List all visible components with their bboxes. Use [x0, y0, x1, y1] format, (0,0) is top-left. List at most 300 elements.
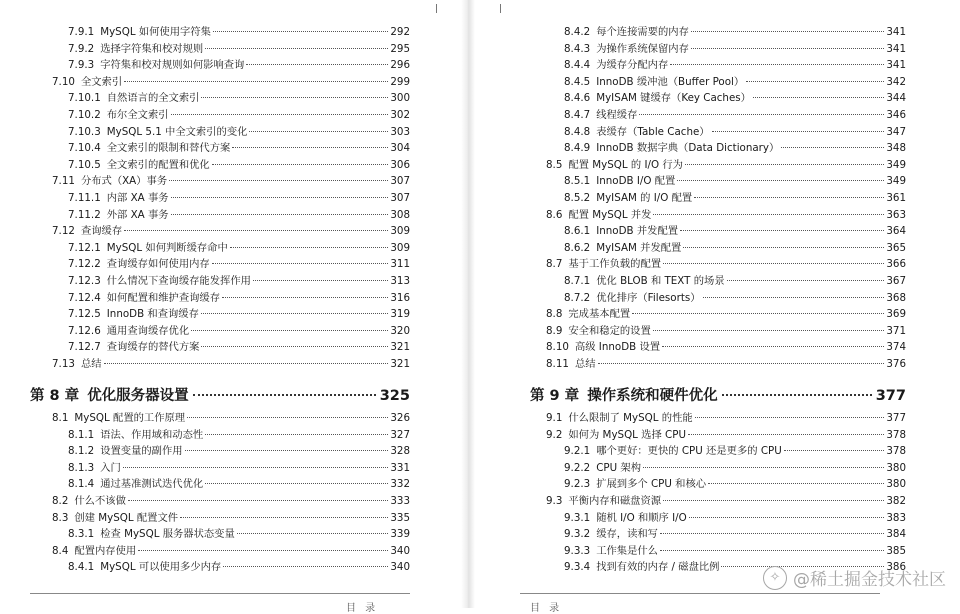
toc-leader-dots — [138, 550, 388, 551]
toc-entry-page: 341 — [886, 42, 906, 55]
toc-entry-title: 检查 MySQL 服务器状态变量 — [100, 528, 235, 541]
toc-entry — [68, 91, 410, 106]
toc-leader-dots — [722, 394, 872, 396]
toc-entry-number: 7.12.7 — [68, 341, 101, 354]
footer-rule — [520, 593, 880, 594]
toc-entry-page: 309 — [390, 241, 410, 254]
toc-entry-title: 总结 — [574, 358, 596, 370]
toc-entry-number: 8.7 — [546, 258, 563, 271]
book-spine — [461, 0, 475, 608]
toc-entry-title: 自然语言的全文索引 — [106, 92, 200, 105]
toc-leader-dots — [246, 64, 388, 65]
toc-entry-number: 8.4.8 — [564, 125, 591, 138]
toc-entry-page: 320 — [390, 324, 410, 337]
toc-leader-dots — [688, 434, 884, 435]
toc-entry-title: 扩展到多个 CPU 和核心 — [596, 478, 707, 491]
toc-entry-number: 7.10.5 — [68, 158, 101, 171]
toc-leader-dots — [223, 566, 388, 567]
toc-entry-title: MySQL 5.1 中全文索引的变化 — [106, 125, 248, 138]
toc-entry-page: 346 — [886, 109, 906, 121]
toc-entry-title: 为操作系统保留内存 — [596, 42, 689, 55]
toc-leader-dots — [212, 263, 388, 264]
toc-entry-title: 内部 XA 事务 — [106, 192, 169, 204]
toc-leader-dots — [695, 417, 884, 418]
toc-entry-title: 全文索引的配置和优化 — [106, 158, 210, 171]
toc-entry-page: 365 — [886, 241, 906, 254]
toc-entry-page: 382 — [886, 495, 906, 507]
chapter-page: 377 — [875, 388, 906, 404]
toc-entry-page: 380 — [886, 461, 906, 474]
toc-entry-number: 8.7.1 — [564, 275, 591, 287]
toc-entry-title: 字符集和校对规则如何影响查询 — [100, 59, 245, 72]
toc-leader-dots — [660, 533, 884, 534]
toc-entry-number: 7.10 — [52, 75, 75, 88]
toc-entry — [564, 274, 906, 289]
footer-label: 目 录 — [346, 603, 379, 614]
toc-entry-page: 377 — [886, 412, 906, 424]
toc-entry — [546, 324, 906, 339]
toc-entry-number: 7.12.1 — [68, 241, 101, 254]
toc-entry-page: 384 — [886, 528, 906, 541]
toc-entry — [546, 494, 906, 509]
toc-entry-number: 7.12.5 — [68, 308, 101, 321]
toc-entry-number: 9.3 — [546, 495, 563, 507]
toc-entry-number: 8.5 — [546, 158, 563, 171]
toc-leader-dots — [632, 313, 884, 314]
toc-leader-dots — [653, 214, 884, 215]
toc-entry — [68, 477, 410, 492]
toc-entry-number: 8.4.3 — [564, 42, 591, 55]
toc-leader-dots — [201, 97, 388, 98]
toc-entry-title: 查询缓存 — [80, 225, 123, 238]
toc-entry — [68, 158, 410, 173]
toc-entry-page: 309 — [390, 225, 410, 238]
toc-leader-dots — [680, 230, 884, 231]
footer-label: 目 录 — [530, 603, 563, 614]
toc-entry — [564, 224, 906, 239]
toc-entry-title: 缓存，读和写 — [596, 528, 658, 541]
toc-entry-page: 313 — [390, 275, 410, 287]
crop-mark — [436, 4, 437, 13]
toc-entry-number: 7.9.1 — [68, 26, 95, 38]
toc-entry-title: 优化排序（Filesorts） — [596, 291, 701, 304]
toc-entry — [52, 544, 410, 559]
toc-entry — [546, 411, 906, 426]
toc-leader-dots — [185, 450, 388, 451]
toc-entry — [546, 257, 906, 272]
toc-entry-number: 9.2 — [546, 428, 563, 441]
toc-entry-number: 8.4.7 — [564, 109, 591, 121]
chapter-heading — [530, 386, 906, 406]
toc-entry — [564, 174, 906, 189]
toc-entry-page: 378 — [886, 445, 906, 458]
toc-entry-number: 9.3.1 — [564, 511, 591, 524]
toc-entry-number: 9.2.2 — [564, 461, 591, 474]
toc-entry-title: 布尔全文索引 — [106, 109, 169, 121]
toc-entry — [564, 125, 906, 140]
toc-entry-number: 9.3.3 — [564, 544, 591, 557]
toc-entry-page: 367 — [886, 275, 906, 287]
toc-entry — [68, 527, 410, 542]
toc-entry-title: CPU 架构 — [596, 461, 642, 474]
toc-entry-number: 8.10 — [546, 341, 569, 354]
toc-entry-title: MyISAM 键缓存（Key Caches） — [596, 92, 751, 105]
toc-leader-dots — [746, 81, 884, 82]
toc-entry — [68, 257, 410, 272]
toc-entry — [564, 527, 906, 542]
toc-entry-number: 8.1.3 — [68, 461, 95, 474]
toc-entry-title: InnoDB I/O 配置 — [596, 175, 676, 188]
toc-entry-page: 304 — [390, 142, 410, 155]
toc-entry-page: 331 — [390, 461, 410, 474]
toc-entry-page: 327 — [390, 428, 410, 441]
toc-leader-dots — [104, 363, 388, 364]
toc-entry — [68, 108, 410, 123]
toc-entry-page: 380 — [886, 478, 906, 491]
toc-entry-number: 7.12.2 — [68, 258, 101, 271]
toc-entry-page: 340 — [390, 561, 410, 574]
toc-entry — [564, 444, 906, 459]
toc-leader-dots — [232, 147, 388, 148]
toc-entry-number: 8.4.5 — [564, 75, 591, 88]
toc-entry — [68, 241, 410, 256]
toc-leader-dots — [712, 131, 884, 132]
toc-leader-dots — [205, 48, 388, 49]
toc-entry-title: 外部 XA 事务 — [106, 208, 169, 221]
toc-leader-dots — [685, 164, 884, 165]
toc-entry — [68, 340, 410, 355]
toc-leader-dots — [171, 114, 388, 115]
toc-entry — [52, 511, 410, 526]
toc-entry — [564, 241, 906, 256]
toc-leader-dots — [191, 330, 388, 331]
toc-entry-title: InnoDB 缓冲池（Buffer Pool） — [596, 75, 745, 88]
toc-entry — [564, 75, 906, 90]
toc-entry-page: 363 — [886, 208, 906, 221]
toc-entry-number: 9.3.2 — [564, 528, 591, 541]
toc-leader-dots — [171, 214, 388, 215]
toc-entry — [564, 58, 906, 73]
toc-entry-page: 344 — [886, 92, 906, 105]
toc-entry-page: 302 — [390, 109, 410, 121]
toc-entry-number: 8.3 — [52, 511, 69, 524]
chapter-number: 第 9 章 — [530, 388, 580, 404]
toc-entry-title: MyISAM 的 I/O 配置 — [596, 192, 693, 204]
toc-leader-dots — [171, 197, 388, 198]
toc-entry-number: 7.12.4 — [68, 291, 101, 304]
toc-entry — [68, 428, 410, 443]
toc-entry — [564, 544, 906, 559]
toc-entry — [68, 191, 410, 206]
toc-entry-title: 查询缓存的替代方案 — [106, 341, 200, 354]
toc-entry — [564, 108, 906, 123]
toc-entry-number: 8.8 — [546, 308, 563, 321]
toc-entry-title: 每个连接需要的内存 — [596, 26, 689, 38]
toc-entry-title: 通过基准测试迭代优化 — [100, 478, 204, 491]
toc-leader-dots — [169, 180, 388, 181]
toc-leader-dots — [213, 31, 388, 32]
toc-entry — [68, 444, 410, 459]
toc-entry — [564, 191, 906, 206]
toc-entry — [68, 58, 410, 73]
toc-entry-number: 8.4 — [52, 544, 69, 557]
toc-leader-dots — [205, 483, 388, 484]
chapter-title: 操作系统和硬件优化 — [587, 388, 718, 404]
toc-entry-title: 如何配置和维护查询缓存 — [106, 291, 221, 304]
toc-entry-number: 7.12.6 — [68, 324, 101, 337]
toc-entry-title: MySQL 可以使用多少内存 — [100, 561, 222, 574]
toc-entry — [68, 461, 410, 476]
toc-entry-title: 设置变量的副作用 — [100, 445, 183, 458]
toc-entry-page: 348 — [886, 142, 906, 155]
toc-entry — [68, 208, 410, 223]
toc-entry-number: 8.4.6 — [564, 92, 591, 105]
toc-leader-dots — [691, 48, 884, 49]
toc-entry-page: 386 — [886, 561, 906, 574]
toc-entry — [564, 42, 906, 57]
toc-entry-page: 332 — [390, 478, 410, 491]
toc-entry-number: 7.9.2 — [68, 42, 95, 55]
toc-entry — [68, 141, 410, 156]
watermark-text: @稀土掘金技术社区 — [793, 570, 946, 590]
crop-mark — [500, 4, 501, 13]
left-page — [0, 0, 450, 614]
toc-entry-number: 8.7.2 — [564, 291, 591, 304]
toc-entry-title: MyISAM 并发配置 — [596, 241, 682, 254]
toc-entry — [68, 560, 410, 575]
toc-entry-page: 361 — [886, 192, 906, 204]
toc-entry-page: 303 — [390, 125, 410, 138]
toc-leader-dots — [639, 114, 884, 115]
toc-entry-page: 369 — [886, 308, 906, 321]
toc-entry-number: 9.3.4 — [564, 561, 591, 574]
toc-entry-number: 7.10.4 — [68, 142, 101, 155]
toc-entry — [52, 174, 410, 189]
toc-leader-dots — [249, 131, 388, 132]
toc-entry-title: 基于工作负载的配置 — [568, 258, 662, 271]
toc-entry-title: 配置 MySQL 并发 — [568, 208, 652, 221]
toc-entry-page: 311 — [390, 258, 410, 271]
toc-entry-number: 8.11 — [546, 358, 569, 370]
toc-entry-number: 7.11.1 — [68, 192, 101, 204]
chapter-number: 第 8 章 — [30, 388, 80, 404]
toc-entry-title: 全文索引 — [80, 75, 123, 88]
toc-leader-dots — [598, 363, 884, 364]
toc-entry-title: 配置 MySQL 的 I/O 行为 — [568, 158, 683, 171]
toc-entry — [564, 291, 906, 306]
toc-entry — [52, 494, 410, 509]
toc-leader-dots — [784, 450, 884, 451]
toc-entry-page: 376 — [886, 358, 906, 370]
footer-rule — [30, 593, 410, 594]
toc-entry-number: 8.1 — [52, 412, 69, 424]
toc-leader-dots — [180, 517, 388, 518]
toc-entry-title: 分布式（XA）事务 — [80, 175, 168, 188]
toc-entry-number: 9.2.3 — [564, 478, 591, 491]
watermark — [763, 565, 946, 590]
toc-entry — [564, 477, 906, 492]
toc-leader-dots — [663, 263, 884, 264]
toc-leader-dots — [653, 330, 884, 331]
toc-entry-title: MySQL 配置的工作原理 — [74, 412, 186, 424]
toc-entry — [564, 461, 906, 476]
toc-leader-dots — [128, 500, 388, 501]
toc-entry-title: MySQL 如何使用字符集 — [100, 26, 211, 38]
toc-leader-dots — [660, 550, 884, 551]
toc-entry-page: 296 — [390, 59, 410, 72]
toc-entry-number: 7.9.3 — [68, 59, 95, 72]
toc-leader-dots — [201, 313, 388, 314]
toc-entry-page: 340 — [390, 544, 410, 557]
toc-entry-page: 321 — [390, 341, 410, 354]
toc-entry-title: 工作集是什么 — [596, 544, 658, 557]
toc-entry-page: 292 — [390, 26, 410, 38]
toc-leader-dots — [123, 467, 388, 468]
toc-leader-dots — [691, 31, 884, 32]
toc-entry — [564, 91, 906, 106]
toc-entry — [68, 25, 410, 40]
toc-entry-title: 全文索引的限制和替代方案 — [106, 142, 231, 155]
toc-entry — [68, 291, 410, 306]
toc-entry-page: 368 — [886, 291, 906, 304]
toc-entry-number: 8.4.9 — [564, 142, 591, 155]
toc-entry-number: 9.2.1 — [564, 445, 591, 458]
toc-entry-page: 306 — [390, 158, 410, 171]
toc-leader-dots — [689, 517, 884, 518]
toc-leader-dots — [193, 394, 376, 396]
toc-leader-dots — [663, 500, 884, 501]
toc-entry-page: 328 — [390, 445, 410, 458]
toc-leader-dots — [212, 164, 388, 165]
toc-entry — [564, 25, 906, 40]
toc-entry-number: 7.12 — [52, 225, 75, 238]
toc-entry-page: 339 — [390, 528, 410, 541]
toc-leader-dots — [230, 247, 388, 248]
toc-entry-page: 385 — [886, 544, 906, 557]
toc-leader-dots — [205, 434, 388, 435]
toc-entry-page: 347 — [886, 125, 906, 138]
toc-leader-dots — [201, 346, 388, 347]
toc-entry-title: 什么情况下查询缓存能发挥作用 — [106, 275, 251, 287]
toc-entry-number: 8.4.2 — [564, 26, 591, 38]
toc-entry — [564, 141, 906, 156]
toc-entry-page: 342 — [886, 75, 906, 88]
toc-entry-page: 295 — [390, 42, 410, 55]
toc-entry-title: 表缓存（Table Cache） — [596, 125, 710, 138]
toc-entry-number: 8.6.2 — [564, 241, 591, 254]
toc-entry-page: 326 — [390, 412, 410, 424]
toc-entry — [546, 208, 906, 223]
toc-entry-page: 349 — [886, 175, 906, 188]
chapter-title: 优化服务器设置 — [87, 388, 189, 404]
toc-entry-number: 7.10.2 — [68, 109, 101, 121]
toc-leader-dots — [662, 346, 884, 347]
toc-entry — [564, 511, 906, 526]
toc-entry — [68, 324, 410, 339]
toc-entry-number: 8.1.4 — [68, 478, 95, 491]
toc-entry-page: 335 — [390, 511, 410, 524]
toc-entry-page: 299 — [390, 75, 410, 88]
toc-entry-title: 如何为 MySQL 选择 CPU — [568, 428, 686, 441]
toc-entry-number: 8.3.1 — [68, 528, 95, 541]
toc-leader-dots — [124, 230, 388, 231]
toc-entry-title: 查询缓存如何使用内存 — [106, 258, 210, 271]
toc-entry-page: 319 — [390, 308, 410, 321]
toc-entry-page: 378 — [886, 428, 906, 441]
toc-leader-dots — [708, 483, 884, 484]
toc-entry-number: 8.2 — [52, 495, 69, 507]
toc-entry-page: 300 — [390, 92, 410, 105]
toc-entry-title: InnoDB 并发配置 — [596, 225, 679, 238]
toc-entry — [52, 75, 410, 90]
toc-leader-dots — [124, 81, 388, 82]
toc-entry — [68, 125, 410, 140]
toc-leader-dots — [683, 247, 884, 248]
toc-entry — [546, 307, 906, 322]
toc-entry-number: 7.11.2 — [68, 208, 101, 221]
toc-entry-page: 341 — [886, 26, 906, 38]
juejin-logo-icon: ✧ — [763, 566, 787, 590]
toc-leader-dots — [222, 297, 388, 298]
toc-entry — [52, 357, 410, 372]
toc-entry — [68, 274, 410, 289]
toc-entry — [52, 224, 410, 239]
toc-leader-dots — [781, 147, 884, 148]
toc-entry-number: 8.5.1 — [564, 175, 591, 188]
toc-entry-title: 语法、作用域和动态性 — [100, 428, 204, 441]
toc-leader-dots — [727, 280, 884, 281]
toc-entry-number: 8.1.2 — [68, 445, 95, 458]
right-page — [480, 0, 960, 614]
toc-entry-title: 什么限制了 MySQL 的性能 — [568, 412, 693, 424]
toc-entry-title: 选择字符集和校对规则 — [100, 42, 204, 55]
toc-entry-number: 7.13 — [52, 358, 75, 370]
toc-entry — [546, 428, 906, 443]
toc-entry-number: 8.4.1 — [68, 561, 95, 574]
toc-entry-page: 308 — [390, 208, 410, 221]
toc-entry-number: 8.6.1 — [564, 225, 591, 238]
toc-entry-title: 配置内存使用 — [74, 544, 137, 557]
toc-entry-title: 什么不该做 — [74, 495, 126, 507]
toc-entry-page: 307 — [390, 175, 410, 188]
toc-entry — [546, 340, 906, 355]
toc-leader-dots — [253, 280, 388, 281]
toc-entry-title: InnoDB 和查询缓存 — [106, 308, 199, 321]
toc-leader-dots — [237, 533, 388, 534]
toc-entry-title: 随机 I/O 和顺序 I/O — [596, 511, 687, 524]
toc-entry-number: 9.1 — [546, 412, 563, 424]
toc-entry-title: 总结 — [80, 358, 102, 370]
toc-entry-title: InnoDB 数据字典（Data Dictionary） — [596, 142, 780, 155]
toc-entry — [546, 357, 906, 372]
chapter-heading — [30, 386, 410, 406]
toc-entry-number: 8.5.2 — [564, 192, 591, 204]
toc-entry-title: 找到有效的内存 / 磁盘比例 — [596, 561, 720, 574]
toc-entry-number: 7.10.3 — [68, 125, 101, 138]
toc-entry-title: 为缓存分配内存 — [596, 59, 669, 72]
toc-entry-title: 通用查询缓存优化 — [106, 324, 190, 337]
toc-entry-title: 完成基本配置 — [568, 308, 631, 321]
toc-leader-dots — [753, 97, 884, 98]
toc-entry-title: 高级 InnoDB 设置 — [574, 341, 661, 354]
toc-entry-page: 383 — [886, 511, 906, 524]
toc-entry — [546, 158, 906, 173]
toc-entry-page: 374 — [886, 341, 906, 354]
toc-leader-dots — [670, 64, 884, 65]
toc-entry-number: 8.4.4 — [564, 59, 591, 72]
toc-leader-dots — [187, 417, 388, 418]
toc-entry — [52, 411, 410, 426]
